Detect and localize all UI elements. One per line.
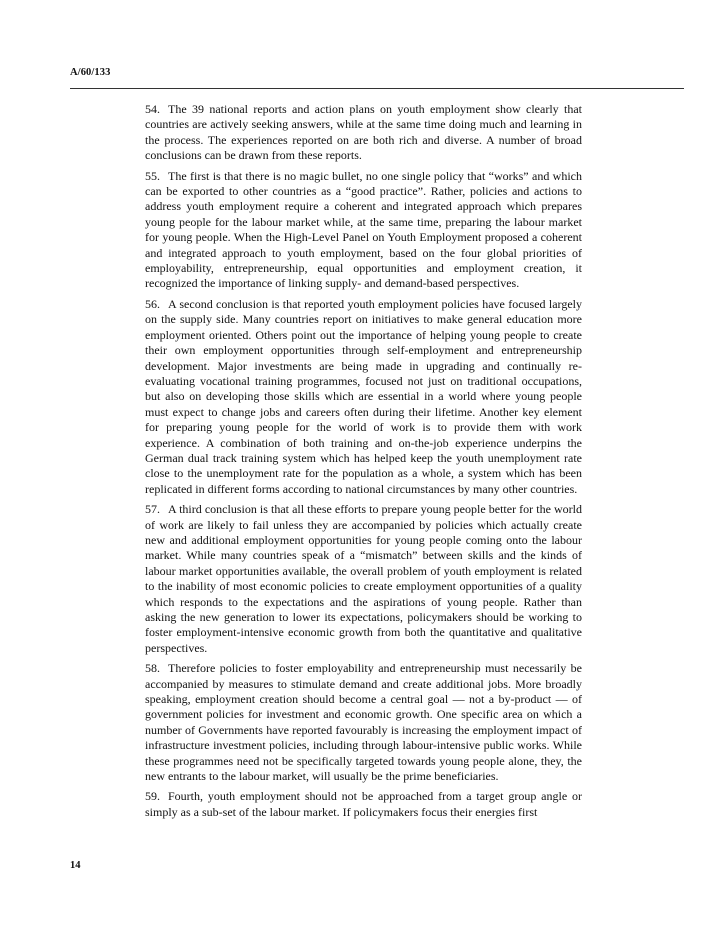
paragraph-number: 57.	[145, 502, 160, 517]
paragraph-number: 54.	[145, 102, 160, 116]
page-number: 14	[70, 860, 81, 871]
paragraph-57	[145, 502, 582, 656]
paragraph-55	[145, 169, 582, 292]
paragraph-54	[145, 102, 582, 164]
paragraph-text: The 39 national reports and action plans on youth employment show clearly that countries are actively seeking answers, while at the same time doing much and learning in the process. The experiences reported on are both rich and diverse. A number of broad conclusions can be drawn from these reports.	[145, 102, 582, 163]
paragraph-number: 56.	[145, 296, 160, 311]
paragraph-text: The first is that there is no magic bullet, no one single policy that “works” and which can be exported to other countries as a “good practice”. Rather, policies and actions to address youth employment require a coherent and integrated approach which prepares young people for the labour market while, at the same time, preparing the labour market for young people. When the High-Level Panel on Youth Employment proposed a coherent and integrated approach to youth employment, based on the four global priorities of employability, entrepreneurship, equal opportunities and employment creation, it recognized the importance of linking supply- and demand-based perspectives.	[145, 168, 582, 291]
paragraph-number: 58.	[145, 661, 160, 676]
paragraph-59	[145, 789, 582, 820]
paragraph-number: 59.	[145, 789, 160, 804]
paragraph-58	[145, 661, 582, 784]
document-symbol: A/60/133	[70, 67, 111, 78]
paragraph-text: A third conclusion is that all these efforts to prepare young people better for the world of work are likely to fail unless they are accompanied by policies which actually create new and additional employment opportunities for young people coming onto the labour market. While many countries speak of a “mismatch” between skills and the kinds of labour market opportunities available, the overall problem of youth employment is related to the inability of most economic policies to create employment opportunities of a quality which responds to the expectations and the aspirations of young people. Rather than asking the new generation to lower its expectations, policymakers should be working to foster employment-intensive economic growth from both the quantitative and qualitative perspectives.	[145, 502, 582, 655]
document-body	[145, 102, 582, 825]
paragraph-text: A second conclusion is that reported youth employment policies have focused largely on the supply side. Many countries report on initiatives to make general education more employment oriented. Others point out the importance of helping young people to create their own employment opportunities through self-employment and entrepreneurship development. Major investments are being made in upgrading and continually re-evaluating vocational training programmes, focused not just on traditional occupations, but also on developing those skills which are essential in a world where young people must expect to change jobs and careers often during their lifetime. Another key element for preparing young people for the world of work is to provide them with work experience. A combination of both training and on-the-job experience underpins the German dual track training system which has helped keep the youth unemployment rate close to the unemployment rate for the population as a whole, a system which has been replicated in different forms according to national circumstances by many other countries.	[145, 296, 582, 496]
paragraph-text: Fourth, youth employment should not be approached from a target group angle or simply as a sub-set of the labour market. If policymakers focus their energies first	[145, 789, 582, 819]
header-rule	[70, 88, 684, 89]
paragraph-text: Therefore policies to foster employability and entrepreneurship must necessarily be accompanied by measures to stimulate demand and create additional jobs. More broadly speaking, employment creation should become a central goal — not a by-product — of government policies for investment and economic growth. One specific area on which a number of Governments have reported favourably is increasing the employment impact of infrastructure investment policies, including through labour-intensive public works. While these programmes need not be specifically targeted towards young people alone, they, the new entrants to the labour market, will usually be the prime beneficiaries.	[145, 661, 582, 784]
paragraph-number: 55.	[145, 168, 160, 183]
paragraph-56	[145, 297, 582, 497]
